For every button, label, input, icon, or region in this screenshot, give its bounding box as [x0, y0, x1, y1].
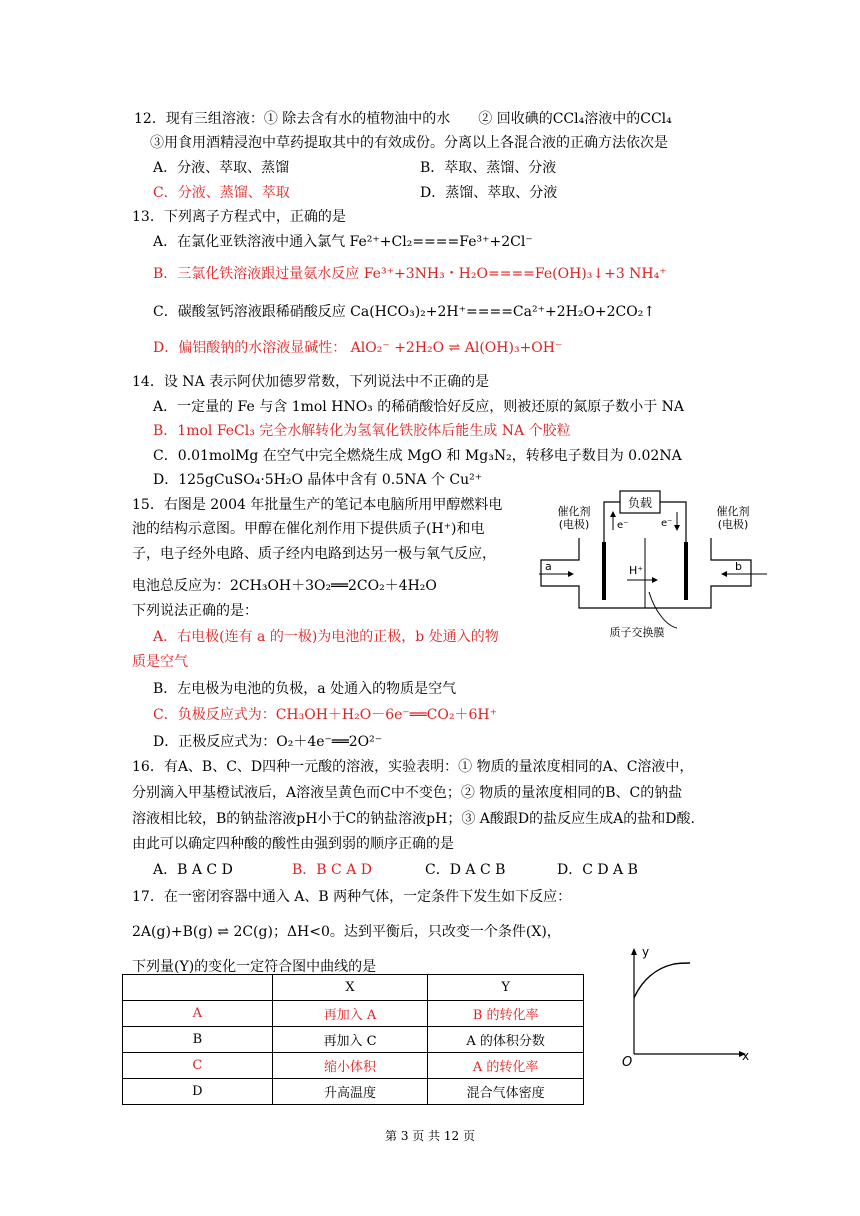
q15-option-a-1: A．右电极(连有 a 的一极)为电池的正极，b 处通入的物 — [153, 629, 499, 645]
table-cell: 混合气体密度 — [428, 1079, 584, 1105]
q17-line-2: 2A(g)+B(g) ⇌ 2C(g)；ΔH<0。达到平衡后，只改变一个条件(X)， — [132, 924, 561, 940]
q15-option-d: D．正极反应式为：O₂＋4e⁻══2O²⁻ — [153, 734, 383, 750]
q15-option-c: C．负极反应式为：CH₃OH＋H₂O－6e⁻══CO₂＋6H⁺ — [153, 707, 497, 723]
q15-line-3: 子，电子经外电路、质子经内电路到达另一极与氧气反应， — [132, 546, 496, 562]
table-header-cell: X — [272, 975, 428, 1001]
q17-line-1: 17．在一密闭容器中通入 A、B 两种气体，一定条件下发生如下反应： — [132, 889, 572, 905]
membrane-pointer — [649, 592, 677, 628]
table-cell: 升高温度 — [272, 1079, 428, 1105]
q16-option-b: B．B C A D — [292, 862, 372, 878]
x-axis-label: x — [742, 1049, 750, 1063]
q17-table — [122, 974, 584, 1105]
table-cell: C — [123, 1053, 273, 1079]
q14-option-a: A．一定量的 Fe 与含 1mol HNO₃ 的稀硝酸恰好反应，则被还原的氮原子数小于 NA — [153, 399, 685, 415]
q15-line-2: 池的结构示意图。甲醇在催化剂作用下提供质子(H⁺)和电 — [132, 521, 485, 537]
q17-line-3: 下列量(Y)的变化一定符合图中曲线的是 — [132, 959, 377, 975]
q12-option-d: D．蒸馏、萃取、分液 — [420, 185, 558, 201]
q13-option-c: C．碳酸氢钙溶液跟稀硝酸反应 Ca(HCO₃)₂+2H⁺====Ca²⁺+2H₂O+2CO₂↑ — [153, 304, 656, 320]
fuel-cell-diagram — [537, 488, 770, 654]
table-cell: A 的体积分数 — [428, 1027, 584, 1053]
table-cell: 再加入 A — [272, 1001, 428, 1027]
q16-option-c: C．D A C B — [425, 862, 506, 878]
q12-option-a: A．分液、萃取、蒸馏 — [153, 160, 290, 176]
left-electrode-label: (电极) — [558, 518, 590, 531]
inlet-a-label: a — [545, 560, 552, 573]
q15-line-1: 15．右图是 2004 年批量生产的笔记本电脑所用甲醇燃料电 — [132, 497, 503, 513]
q12-stem2: ③用食用酒精浸泡中草药提取其中的有效成份。分离以上各混合液的正确方法依次是 — [150, 135, 668, 151]
table-cell: A — [123, 1001, 273, 1027]
table-cell: A 的转化率 — [428, 1053, 584, 1079]
q14-option-b: B．1mol FeCl₃ 完全水解转化为氢氧化铁胶体后能生成 NA 个胶粒 — [153, 423, 571, 439]
table-row — [123, 1001, 584, 1027]
origin-label: O — [622, 1055, 633, 1070]
left-electron-label: e⁻ — [617, 520, 629, 531]
q13-stem: 13．下列离子方程式中，正确的是 — [132, 209, 346, 225]
q16-line-4: 由此可以确定四种酸的酸性由强到弱的顺序正确的是 — [132, 836, 454, 852]
q13-option-d: D．偏铝酸钠的水溶液显碱性： AlO₂⁻ +2H₂O ⇌ Al(OH)₃+OH⁻ — [153, 340, 563, 356]
y-axis-label: y — [642, 945, 650, 959]
q15-option-b: B．左电极为电池的负极，a 处通入的物质是空气 — [153, 681, 457, 697]
membrane-label: 质子交换膜 — [609, 626, 665, 639]
proton-label: H⁺ — [629, 564, 644, 577]
q14-option-c: C．0.01molMg 在空气中完全燃烧生成 MgO 和 Mg₃N₂，转移电子数目为 0.02NA — [153, 448, 682, 464]
q12-option-b: B．萃取、蒸馏、分液 — [420, 160, 557, 176]
table-header-cell: Y — [428, 975, 584, 1001]
right-electrode-label: (电极) — [717, 518, 749, 531]
table-header-cell — [123, 975, 273, 1001]
table-cell: B — [123, 1027, 273, 1053]
q15-line-5: 下列说法正确的是： — [132, 603, 258, 619]
q14-stem: 14．设 NA 表示阿伏加德罗常数，下列说法中不正确的是 — [132, 374, 490, 390]
table-row — [123, 1079, 584, 1105]
vessel-outline — [541, 538, 751, 608]
table-cell: 再加入 C — [272, 1027, 428, 1053]
table-row — [123, 1053, 584, 1079]
q15-line-4: 电池总反应为：2CH₃OH＋3O₂══2CO₂＋4H₂O — [132, 578, 437, 594]
q15-option-a-2: 质是空气 — [132, 654, 188, 670]
table-header-row — [123, 975, 584, 1001]
q13-option-b: B．三氯化铁溶液跟过量氨水反应 Fe³⁺+3NH₃・H₂O====Fe(OH)₃↓+3 NH₄⁺ — [153, 266, 667, 282]
q16-option-d: D．C D A B — [557, 862, 638, 878]
right-catalyst-label: 催化剂 — [716, 505, 750, 518]
q12-stem: 12．现有三组溶液：① 除去含有水的植物油中的水 ② 回收碘的CCl₄溶液中的CCl₄ — [134, 111, 672, 127]
q16-option-a: A．B A C D — [153, 862, 233, 878]
table-cell: 缩小体积 — [272, 1053, 428, 1079]
left-catalyst-label: 催化剂 — [557, 505, 591, 518]
q13-option-a: A．在氯化亚铁溶液中通入氯气 Fe²⁺+Cl₂====Fe³⁺+2Cl⁻ — [153, 234, 533, 250]
q14-option-d: D．125gCuSO₄·5H₂O 晶体中含有 0.5NA 个 Cu²⁺ — [153, 472, 483, 488]
inlet-b-label: b — [735, 560, 742, 573]
curve — [634, 963, 690, 998]
table-cell: B 的转化率 — [428, 1001, 584, 1027]
load-label: 负载 — [627, 496, 653, 510]
q17-graph — [618, 942, 758, 1070]
q12-option-c: C．分液、蒸馏、萃取 — [153, 185, 290, 201]
q16-line-1: 16．有A、B、C、D四种一元酸的溶液，实验表明：① 物质的量浓度相同的A、C溶液中， — [132, 759, 694, 775]
q16-line-2: 分别滴入甲基橙试液后，A溶液呈黄色而C中不变色；② 物质的量浓度相同的B、C的钠盐 — [132, 785, 683, 801]
page-footer: 第 3 页 共 12 页 — [385, 1129, 475, 1143]
table-cell: D — [123, 1079, 273, 1105]
table-row — [123, 1027, 584, 1053]
right-electron-label: e⁻ — [661, 518, 673, 529]
q16-line-3: 溶液相比较，B的钠盐溶液pH小于C的钠盐溶液pH；③ A酸跟D的盐反应生成A的盐和D酸. — [132, 811, 695, 827]
